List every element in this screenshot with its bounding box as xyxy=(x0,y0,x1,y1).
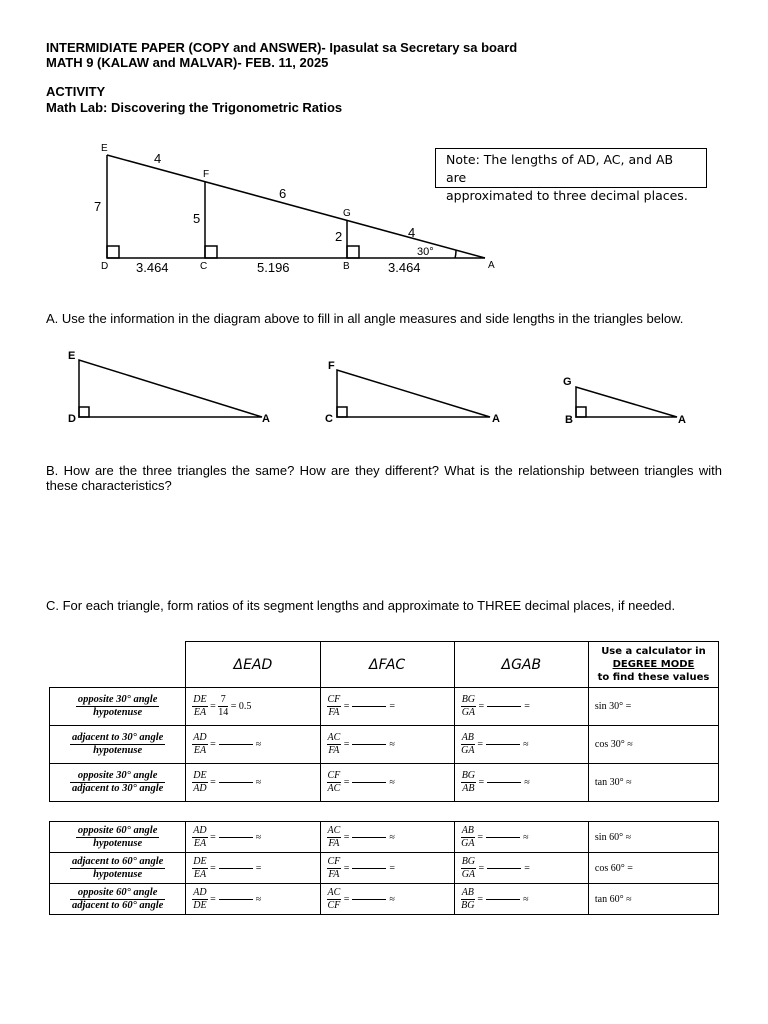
section-a-text: A. Use the information in the diagram above to fill in all angle measures and side lengths in the triangles below. xyxy=(46,311,684,326)
length-fg: 6 xyxy=(279,186,287,201)
note-box xyxy=(435,148,707,203)
activity-label: ACTIVITY xyxy=(46,84,106,99)
angle-arc-a xyxy=(455,250,456,258)
length-ed: 7 xyxy=(94,199,102,214)
note-line1: Note: The lengths of AD, AC, and AB are xyxy=(446,152,674,185)
section-a-triangles xyxy=(0,345,768,430)
point-label-b: B xyxy=(343,261,350,272)
length-gb: 2 xyxy=(335,229,343,244)
calc-header-line3: to find these values xyxy=(597,672,710,683)
table-row xyxy=(50,764,719,802)
cell-fac-sin30[interactable]: $\frac{CF}{FA}$ = = xyxy=(320,688,454,726)
cell-ead-cos60[interactable]: $\frac{DE}{EA}$ = = xyxy=(186,853,320,884)
calc-tan30[interactable]: tan 30° ≈ xyxy=(588,764,718,802)
table-row xyxy=(50,822,719,853)
table-row xyxy=(50,688,719,726)
calc-cos60[interactable]: cos 60° = xyxy=(588,853,718,884)
cell-fac-cos30[interactable]: $\frac{AC}{FA}$ = ≈ xyxy=(320,726,454,764)
section-c-text: C. For each triangle, form ratios of its segment lengths and approximate to THREE decimal places, if needed. xyxy=(46,598,676,613)
tri1-label-d: D xyxy=(68,413,76,425)
right-angle-mark-b xyxy=(576,407,586,417)
cell-ead-tan60[interactable]: $\frac{AD}{DE}$ = ≈ xyxy=(186,884,320,915)
triangle-gab xyxy=(576,387,677,417)
triangle-ead xyxy=(79,360,262,417)
header-calculator xyxy=(588,642,718,688)
ratio-label-adjacent-hypotenuse: $\frac{\text{adjacent to 30° angle}}{\text{hypotenuse}}$ xyxy=(50,726,186,764)
ratio-table-60 xyxy=(49,821,719,915)
cell-fac-sin60[interactable]: $\frac{AC}{FA}$ = ≈ xyxy=(320,822,454,853)
cell-ead-sin60[interactable]: $\frac{AD}{EA}$ = ≈ xyxy=(186,822,320,853)
point-label-e: E xyxy=(101,143,108,154)
length-ga: 4 xyxy=(408,225,416,240)
cell-gab-sin60[interactable]: $\frac{AB}{GA}$ = ≈ xyxy=(454,822,588,853)
header-triangle-ead: ΔEAD xyxy=(186,642,320,688)
ratio-label-opposite-adjacent: $\frac{\text{opposite 30° angle}}{\text{adjacent to 30° angle}}$ xyxy=(50,764,186,802)
ratio-label-opposite-hypotenuse: $\frac{\text{opposite 30° angle}}{\text{hypotenuse}}$ xyxy=(50,688,186,726)
tri3-label-a: A xyxy=(678,414,686,426)
right-angle-d xyxy=(107,246,119,258)
table-header-row xyxy=(50,642,719,688)
cell-fac-tan30[interactable]: $\frac{CF}{AC}$ = ≈ xyxy=(320,764,454,802)
tri2-label-a: A xyxy=(492,413,500,425)
segment-ea xyxy=(107,155,485,258)
header-triangle-gab: ΔGAB xyxy=(454,642,588,688)
calc-sin60[interactable]: sin 60° ≈ xyxy=(588,822,718,853)
cell-gab-tan30[interactable]: $\frac{BG}{AB}$ = ≈ xyxy=(454,764,588,802)
point-label-f: F xyxy=(203,169,210,180)
tri1-label-e: E xyxy=(68,350,76,362)
length-dc: 3.464 xyxy=(136,260,169,275)
cell-gab-sin30[interactable]: $\frac{BG}{GA}$ = = xyxy=(454,688,588,726)
triangle-fac xyxy=(337,370,490,417)
cell-fac-cos60[interactable]: $\frac{CF}{FA}$ = = xyxy=(320,853,454,884)
tri2-label-c: C xyxy=(325,413,333,425)
calc-tan60[interactable]: tan 60° ≈ xyxy=(588,884,718,915)
calc-sin30[interactable]: sin 30° = xyxy=(588,688,718,726)
right-angle-b xyxy=(347,246,359,258)
table-corner-cell xyxy=(50,642,186,688)
point-label-g: G xyxy=(343,208,351,219)
calc-header-line2: DEGREE MODE xyxy=(612,659,695,670)
cell-ead-tan30[interactable]: $\frac{DE}{AD}$ = ≈ xyxy=(186,764,320,802)
doc-header-line2: MATH 9 (KALAW and MALVAR)- FEB. 11, 2025 xyxy=(46,55,329,70)
ratio-label-adjacent60-hypotenuse: $\frac{\text{adjacent to 60° angle}}{\text{hypotenuse}}$ xyxy=(50,853,186,884)
point-label-d: D xyxy=(101,261,109,272)
note-line2: approximated to three decimal places. xyxy=(446,188,688,203)
right-angle-mark-c xyxy=(337,407,347,417)
calc-cos30[interactable]: cos 30° ≈ xyxy=(588,726,718,764)
cell-fac-tan60[interactable]: $\frac{AC}{CF}$ = ≈ xyxy=(320,884,454,915)
point-label-c: C xyxy=(200,261,208,272)
length-ef: 4 xyxy=(154,151,162,166)
tri3-label-b: B xyxy=(565,414,573,426)
length-cb: 5.196 xyxy=(257,260,290,275)
tri1-label-a: A xyxy=(262,413,270,425)
table-row xyxy=(50,853,719,884)
cell-ead-cos30[interactable]: $\frac{AD}{EA}$ = ≈ xyxy=(186,726,320,764)
ratio-label-opposite60-adjacent60: $\frac{\text{opposite 60° angle}}{\text{adjacent to 60° angle}}$ xyxy=(50,884,186,915)
length-fc: 5 xyxy=(193,211,201,226)
ratio-table-30 xyxy=(49,641,719,802)
point-label-a: A xyxy=(488,260,495,271)
cell-ead-sin30[interactable]: $\frac{DE}{EA}$ = $\frac{7}{14}$ = 0.5 xyxy=(186,688,320,726)
length-ba: 3.464 xyxy=(388,260,421,275)
cell-gab-tan60[interactable]: $\frac{AB}{BG}$ = ≈ xyxy=(454,884,588,915)
cell-gab-cos60[interactable]: $\frac{BG}{GA}$ = = xyxy=(454,853,588,884)
right-angle-c xyxy=(205,246,217,258)
doc-header-line1: INTERMIDIATE PAPER (COPY and ANSWER)- Ipasulat sa Secretary sa board xyxy=(46,40,518,55)
tri3-label-g: G xyxy=(563,376,572,388)
activity-title: Math Lab: Discovering the Trigonometric Ratios xyxy=(46,100,343,115)
right-angle-mark-d xyxy=(79,407,89,417)
header-triangle-fac: ΔFAC xyxy=(320,642,454,688)
table-row xyxy=(50,884,719,915)
cell-gab-cos30[interactable]: $\frac{AB}{GA}$ = ≈ xyxy=(454,726,588,764)
angle-label-a: 30° xyxy=(417,246,434,258)
ratio-label-opposite60-hypotenuse: $\frac{\text{opposite 60° angle}}{\text{hypotenuse}}$ xyxy=(50,822,186,853)
calc-header-line1: Use a calculator in xyxy=(601,646,706,657)
section-b-text: B. How are the three triangles the same? How are they different? What is the relationship between triangles with these characteristics? xyxy=(46,463,722,493)
tri2-label-f: F xyxy=(328,360,335,372)
table-row xyxy=(50,726,719,764)
